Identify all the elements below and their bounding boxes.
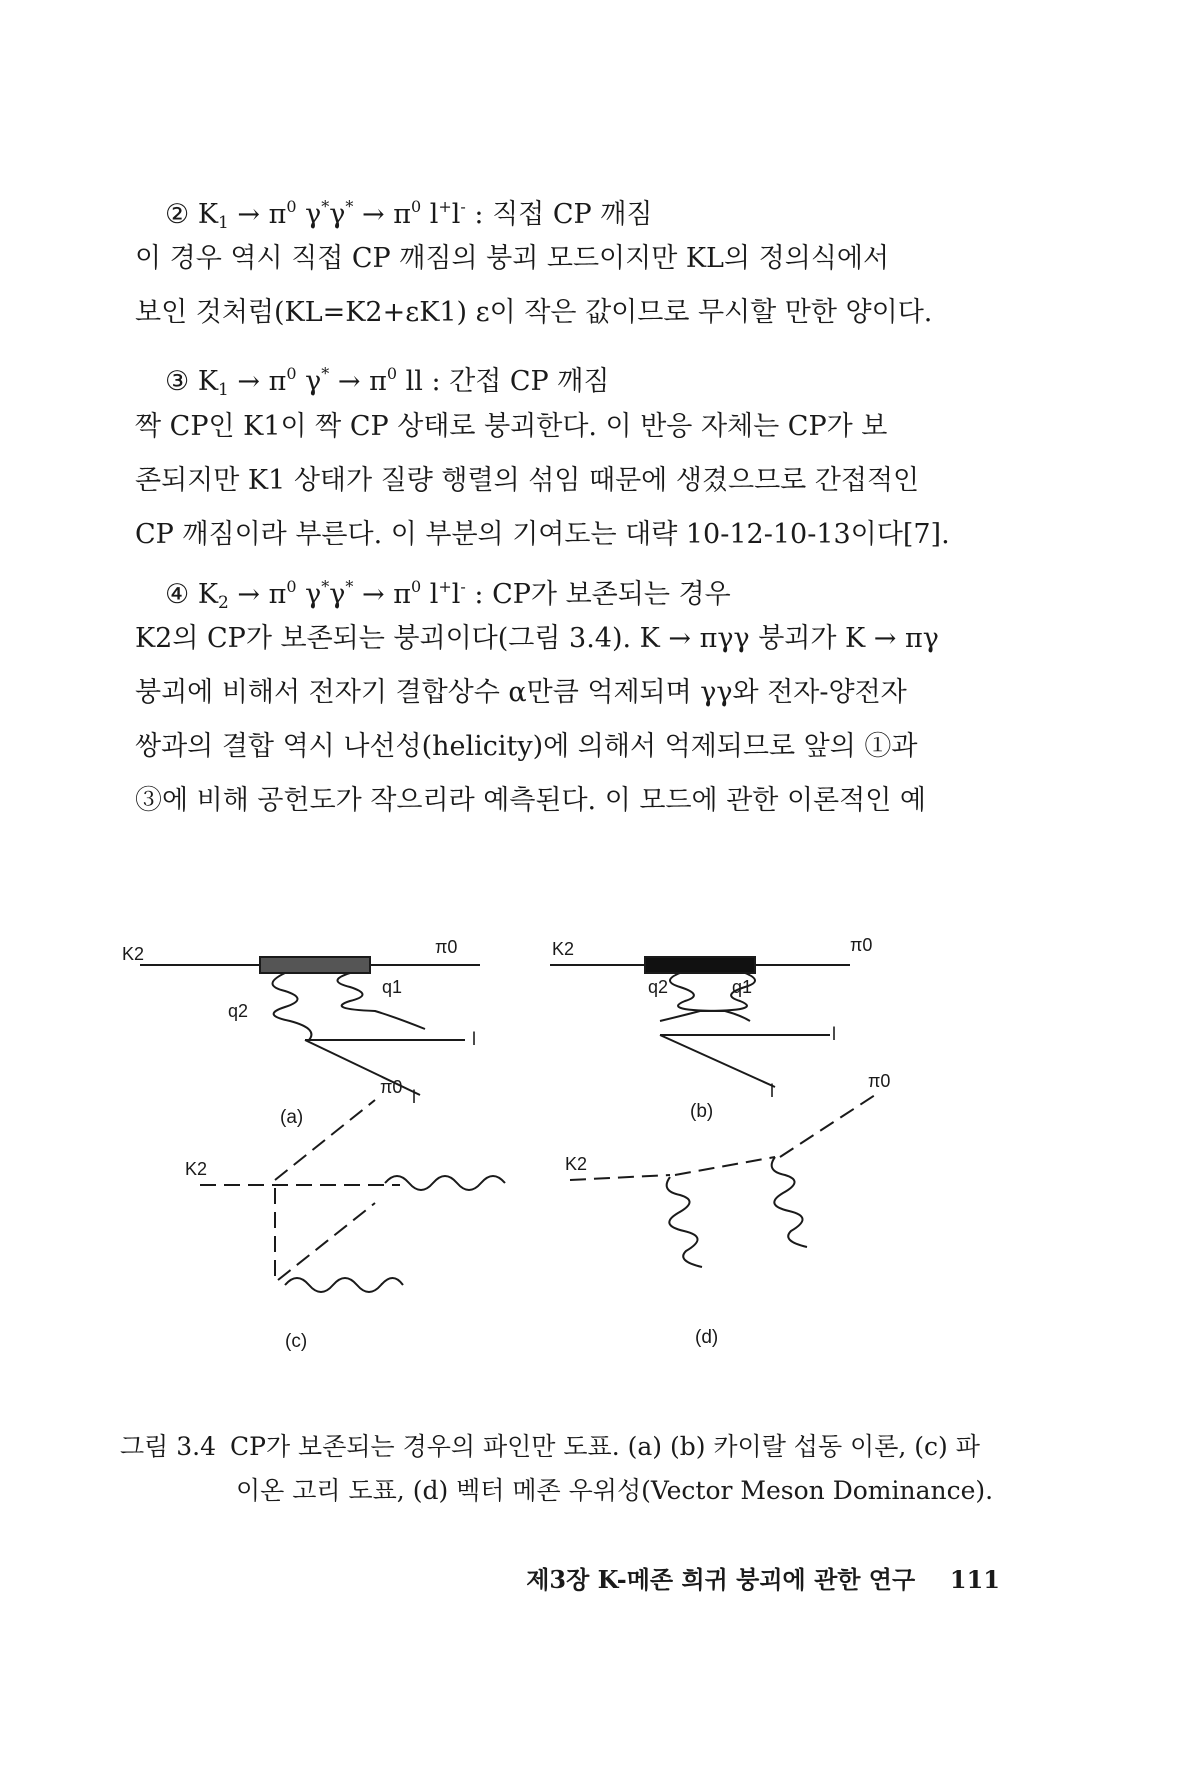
label-k2-b: K2	[552, 939, 575, 959]
diagram-d	[570, 1095, 875, 1180]
section-2-heading	[165, 195, 652, 235]
label-l-a2: l	[412, 1087, 416, 1107]
diagram-d-photon-2	[772, 1157, 807, 1247]
label-pi0-d: π0	[868, 1071, 891, 1091]
section-3-heading	[165, 362, 609, 402]
label-l-b1: l	[832, 1024, 836, 1044]
subfig-label-b: (b)	[690, 1101, 714, 1122]
subfig-label-c: (c)	[285, 1331, 308, 1352]
section-3-formula: $K_1 \to \pi^0$ $\gamma^* \to \pi^0$ ll	[197, 364, 423, 400]
section-4-label: : CP가 보존되는 경우	[474, 579, 731, 610]
paragraph-line: 보인 것처럼(KL=K2+εK1) ε이 작은 값이므로 무시할 만한 양이다.	[135, 297, 933, 328]
diagram-c-photon-2	[285, 1278, 403, 1292]
paragraph-line: K2의 CP가 보존되는 붕괴이다(그림 3.4). K → πγγ 붕괴가 K → πγ	[135, 623, 939, 654]
feynman-diagram-figure	[120, 925, 1020, 1425]
paragraph-line: 짝 CP인 K1이 짝 CP 상태로 붕괴한다. 이 반응 자체는 CP가 보	[135, 411, 888, 442]
diagram-d-photon-1	[667, 1177, 702, 1267]
paragraph-line: 존되지만 K1 상태가 질량 행렬의 섞임 때문에 생겼으므로 간접적인	[135, 465, 920, 496]
label-k2-c: K2	[185, 1159, 208, 1179]
subfig-label-d: (d)	[695, 1327, 719, 1348]
footer-chapter: 제3장 K-메존 희귀 붕괴에 관한 연구	[526, 1565, 916, 1594]
label-k2-a: K2	[122, 944, 145, 964]
label-l-a1: l	[472, 1029, 476, 1049]
caption-line-1: CP가 보존되는 경우의 파인만 도표. (a) (b) 카이랄 섭동 이론, (c) 파	[230, 1432, 980, 1461]
label-l-b2: l	[770, 1081, 774, 1101]
label-pi0-a: π0	[435, 937, 458, 957]
label-pi0-b: π0	[850, 935, 873, 955]
label-q1-a: q1	[382, 977, 403, 997]
subfig-label-a: (a)	[280, 1107, 304, 1128]
footer-page-number: 111	[949, 1565, 1000, 1594]
section-2-paragraph	[135, 232, 1015, 340]
diagram-a	[140, 957, 480, 1095]
paragraph-line: 붕괴에 비해서 전자기 결합상수 α만큼 억제되며 γγ와 전자-양전자	[135, 677, 907, 708]
section-4-heading	[165, 575, 731, 615]
caption-line-2: 이온 고리 도표, (d) 벡터 메존 우위성(Vector Meson Dominance).	[236, 1476, 994, 1505]
paragraph-line: ③에 비해 공헌도가 작으리라 예측된다. 이 모드에 관한 이론적인 예	[135, 785, 926, 816]
label-k2-d: K2	[565, 1154, 588, 1174]
section-2-formula: $K_1 \to \pi^0$ $\gamma^*\gamma^* \to \pi^0$ l+l-	[197, 197, 466, 233]
label-q2-a: q2	[228, 1001, 249, 1021]
paragraph-line: 이 경우 역시 직접 CP 깨짐의 붕괴 모드이지만 KL의 정의식에서	[135, 243, 890, 274]
section-2-number: ②	[165, 199, 190, 230]
label-pi0-c: π0	[380, 1077, 403, 1097]
label-q1-b: q1	[732, 977, 753, 997]
diagram-b	[550, 957, 850, 1087]
section-3-label: : 간접 CP 깨짐	[431, 366, 610, 397]
caption-number: 그림 3.4	[120, 1432, 217, 1461]
diagram-c-photon-1	[385, 1176, 505, 1190]
paragraph-line: 쌍과의 결합 역시 나선성(helicity)에 의해서 억제되므로 앞의 ①과	[135, 731, 918, 762]
section-3-paragraph	[135, 400, 1015, 562]
feynman-diagrams-svg	[120, 925, 1020, 1425]
section-4-paragraph	[135, 612, 1015, 828]
section-4-formula: $K_2 \to \pi^0$ $\gamma^*\gamma^* \to \pi^0$ l+l-	[197, 577, 466, 613]
section-4-number: ④	[165, 579, 190, 610]
figure-caption	[120, 1425, 1020, 1513]
section-2-label: : 직접 CP 깨짐	[474, 199, 653, 230]
paragraph-line: CP 깨짐이라 부른다. 이 부분의 기여도는 대략 10-12-10-13이다[7].	[135, 519, 950, 550]
page-footer	[500, 1560, 1000, 1595]
label-q2-b: q2	[648, 977, 669, 997]
section-3-number: ③	[165, 366, 190, 397]
